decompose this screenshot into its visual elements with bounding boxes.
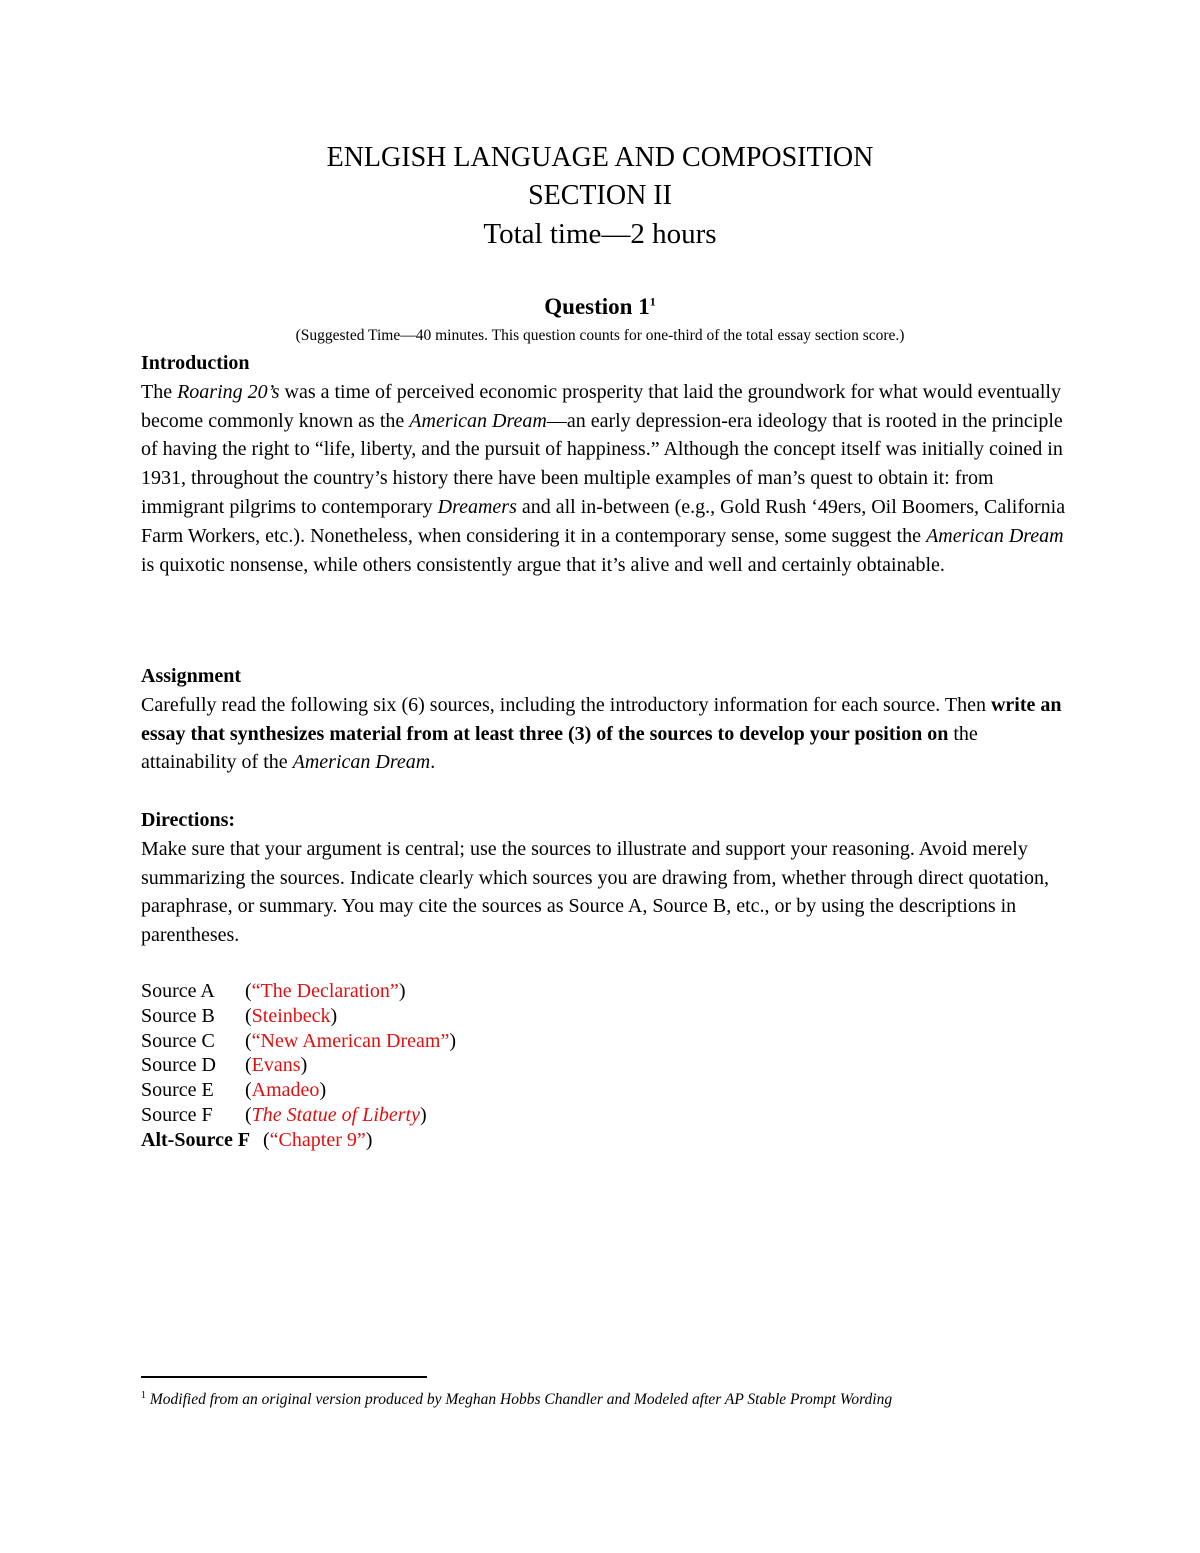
paren-open: ( [245,1054,252,1077]
intro-text: —an early depression-era ideology that is rooted in the principle of having the right to “life, liberty, and the pursuit of happiness.” Although the concept itself was initially coined in 1931, throughout the country’s history there have been multiple examples of man’s quest to obtain it: from immigrant pilgrims to contemporary [141,409,1063,518]
question-note: (Suggested Time—40 minutes. This question counts for one-third of the total essay section score.) [295,327,905,344]
source-name: “New American Dream” [251,1029,450,1052]
assignment-text: Carefully read the following six (6) sources, including the introductory information for each source. Then [141,693,991,716]
source-label: Alt-Source F [141,1128,251,1151]
assignment-italic: American Dream [292,751,431,774]
source-item [141,1004,456,1029]
intro-text: and all in-between (e.g., Gold Rush ‘49ers, Oil Boomers, California Farm Workers, etc.). Nonetheless, when considering it in a contemporary sense, some suggest the [141,495,1066,547]
source-name: Steinbeck [251,1004,331,1027]
source-item [141,1078,456,1103]
section-title: SECTION II [528,180,672,211]
introduction-heading: Introduction [141,352,250,374]
footnote [141,1390,892,1409]
paren-close: ) [449,1029,457,1052]
introduction-section [141,349,1071,579]
paren-close: ) [319,1079,327,1102]
source-name: “The Declaration” [251,980,399,1002]
source-item [141,1103,456,1128]
directions-heading: Directions: [141,809,236,831]
intro-text: The [141,380,178,403]
paren-close: ) [420,1103,427,1126]
assignment-paragraph [141,691,1071,777]
source-name: “Chapter 9” [269,1128,366,1151]
intro-italic: Dreamers [437,495,517,518]
source-label: Source B [141,1004,215,1027]
intro-italic: Roaring 20’s [177,380,280,403]
paren-close: ) [330,1004,338,1027]
paren-open: ( [245,1103,252,1126]
source-item [141,979,456,1004]
paren-open: ( [245,1004,252,1027]
exam-title: ENLGISH LANGUAGE AND COMPOSITION [326,142,874,173]
assignment-text: . [430,751,436,774]
paren-open: ( [245,980,252,1002]
paren-open: ( [245,1029,252,1052]
paren-close: ) [398,980,406,1002]
source-label: Source F [141,1103,213,1126]
intro-text: is quixotic nonsense, while others consistently argue that it’s alive and well and certainly obtainable. [141,553,945,576]
paren-open: ( [263,1128,270,1151]
source-label: Source C [141,1029,215,1052]
footnote-text: Modified from an original version produced by Meghan Hobbs Chandler and Modeled after AP Stable Prompt Wording [146,1391,893,1409]
assignment-section [141,662,1071,777]
assignment-text: the attainability of the [141,722,978,774]
directions-paragraph: Make sure that your argument is central; use the sources to illustrate and support your reasoning. Avoid merely summarizing the sources. Indicate clearly which sources you are drawing from, whether through direct quotation, paraphrase, or summary. You may cite the sources as Source A, Source B, etc., or by using the descriptions in parentheses. [141,837,1050,947]
total-time: Total time—2 hours [483,218,717,250]
assignment-heading: Assignment [141,665,242,687]
alt-source-item [141,1128,456,1153]
source-label: Source A [141,980,215,1002]
question-title [0,294,1200,320]
source-name: Amadeo [251,1079,320,1102]
footnote-mark: 1 [141,1390,146,1401]
paren-close: ) [300,1054,308,1077]
intro-italic: American Dream [409,409,547,432]
source-name: Evans [251,1054,301,1077]
assignment-bold: write an essay that synthesizes material from at least three (3) of the sources to develop your position on [141,693,1062,745]
question-title-text: Question 1 [544,294,650,319]
directions-section [141,806,1071,950]
source-item [141,1029,456,1054]
source-name: The Statue of Liberty [251,1103,420,1126]
sources-list [141,979,456,1153]
paren-close: ) [365,1128,373,1151]
introduction-paragraph [141,378,1071,580]
paren-open: ( [245,1079,252,1102]
source-item [141,1053,456,1078]
footnote-divider [141,1376,427,1378]
intro-italic: American Dream [926,524,1064,547]
footnote-reference: 1 [649,294,656,309]
intro-text: was a time of perceived economic prosperity that laid the groundwork for what would eventually become commonly known as the [141,380,1061,432]
source-label: Source D [141,1054,216,1077]
source-label: Source E [141,1079,214,1102]
